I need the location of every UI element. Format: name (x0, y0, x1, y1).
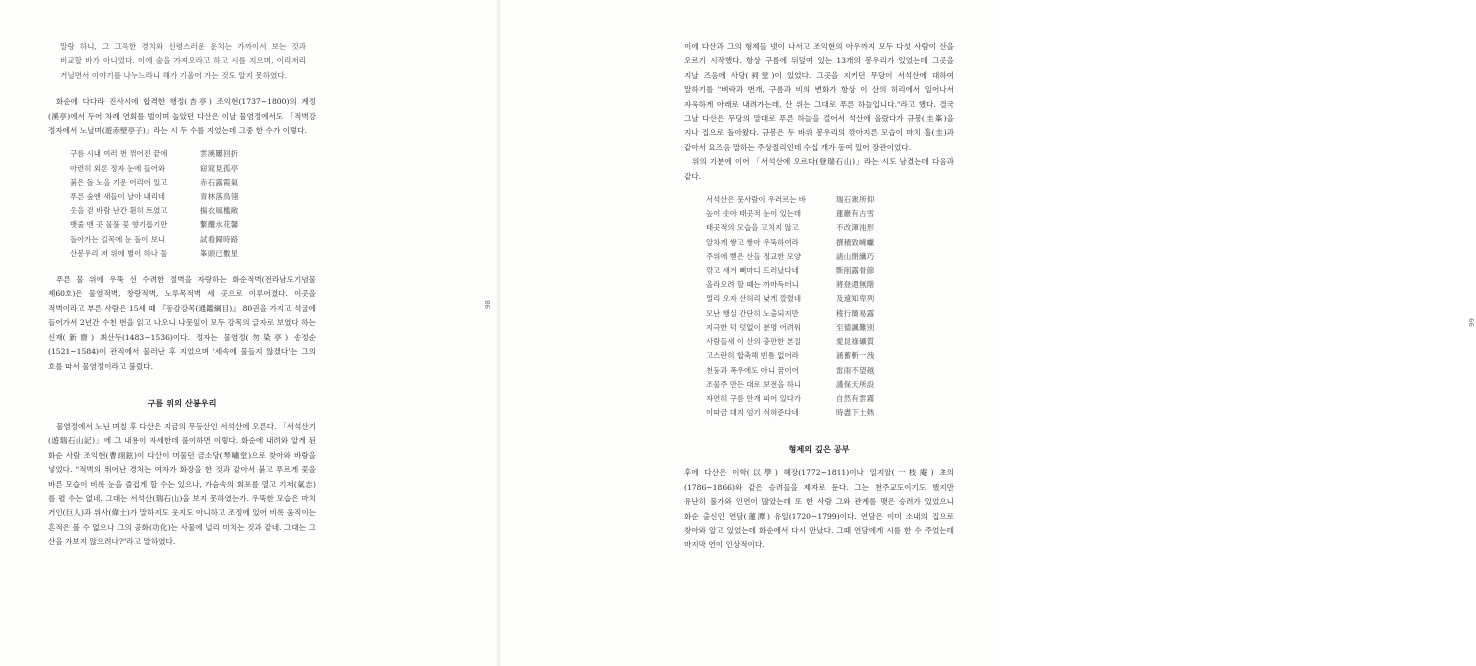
poem-line-hanja: 青林落鳥翎 (200, 192, 239, 202)
poem-line (70, 204, 316, 218)
poem-line-hanja: 赤石露霞氣 (200, 177, 239, 187)
poem-line-hanja: 雷雨不望越 (836, 365, 875, 375)
poem-line-hanja: 諸山閉纖巧 (836, 251, 875, 261)
poem-line (70, 247, 316, 261)
poem-line (706, 221, 954, 235)
poem-line-hanja: 不改渾沌形 (836, 223, 875, 233)
paragraph: 물염정에서 노닌 며칠 후 다산은 지금의 무등산인 서석산에 오른다. 「서석산기(遊瑞石山記)」에 그 내용이 자세한데 풀이하면 이렇다. 화순에 내려와 알게 된 화순 사람 조익현(曹翊鉉)이 다산이 머물던 금소당(琴嘯堂)으로 찾아와 바람을 넣었다. "적벽의 뛰어난 경치는 여자가 화장을 한 것과 같아서 붉고 푸르게 꽃을 바른 모습이 비록 눈을 즐겁게 할 수는 있으나, 가슴속의 회포를 열고 기저(氣志)를 펼 수는 없네. 그대는 서석산(瑞石山)을 보지 못하였는가. 우뚝한 모습은 마치 거인(巨人)과 위사(偉士)가 말하지도 웃지도 아니하고 조정에 있어 비록 움직이는 흔적은 볼 수 없으나 그의 공화(功化)는 사물에 널리 미치는 것과 같네. 그대는 그 산을 가보지 않으려나?"라고 말하였다. (48, 421, 316, 547)
right-page (500, 0, 1476, 666)
poem-line (706, 278, 954, 292)
poem-line-korean: 돌아가는 길목에 눈 돌이 보니 (70, 234, 166, 244)
poem-line-korean: 멀리 오자 산허리 낮게 깔렸네 (706, 294, 802, 304)
poem-line (706, 349, 954, 363)
page-number: 99 (1468, 318, 1476, 327)
poem-line-korean: 고스란히 합축해 빈틈 없어라 (706, 351, 799, 361)
poem-line-korean: 높이 솟아 태곳적 눈이 있는데 (706, 209, 802, 219)
poem-line-hanja: 窈窕見孤亭 (200, 163, 239, 173)
poem-block (48, 147, 316, 261)
quote-passage: 말랑 하니, 그 그윽한 경치와 신령스러운 운치는 가까이서 보는 것과 비교할 바가 아니었다. 이에 술을 가져오라고 하고 시를 지으며, 이리저리 거닐면서 이야기를 나누느라니 해가 기울어 가는 것도 알지 못하였다. (60, 42, 306, 80)
poem-line (706, 236, 954, 250)
poem-line-korean: 이따금 대지 엄기 식혀준다네 (706, 408, 799, 418)
poem-line (706, 193, 954, 207)
poem-line (706, 264, 954, 278)
poem-line-korean: 붉은 돌 노을 기운 어리어 있고 (70, 177, 168, 187)
poem-block (684, 193, 954, 420)
poem-line-hanja: 及遠知卑列 (836, 294, 875, 304)
poem-line-korean: 올라오려 할 때는 까마득터니 (706, 280, 799, 290)
poem-line (706, 335, 954, 349)
poem-line-korean: 태곳적의 모습을 고치지 않고 (706, 223, 799, 233)
paragraph: 푸른 물 위에 우뚝 선 수려한 절벽을 자랑하는 화순적벽(전라남도기념물 제60호)은 물염적벽, 창랑적벽, 노루목적벽 세 곳으로 이루어졌다. 이곳을 적벽이라고 부른 사람은 15세 때 『동감강목(通鑑綱目)』 80권을 가지고 석굴에 들어가서 2년간 수천 번을 읽고 나오니 나뭇잎이 모두 강목의 글자로 보였다 하는 신재(新齋) 최산두(1483~1536)이다. 정자는 물염정(勿染亭) 송정순(1521~1584)이 관직에서 물러난 후 지었으며 '세속에 물들지 않겠다'는 그의 호를 따서 물염정이라고 불렀다. (48, 275, 316, 371)
poem-line-hanja: 瑞石衆所仰 (836, 195, 875, 205)
poem-line-korean: 푸른 숲엔 새들이 날아 내리네 (70, 192, 166, 202)
section-heading: 형제의 깊은 공부 (788, 444, 850, 455)
poem-line-korean: 알차게 쌓고 쌓아 우뚝하여라 (706, 237, 799, 247)
poem-line-hanja: 峯頭已數星 (200, 248, 239, 258)
poem-line-hanja: 時盡下土熱 (836, 408, 875, 418)
poem-line-hanja: 涵蓄斬一洩 (836, 351, 875, 361)
poem-line-hanja: 將登還無階 (836, 280, 875, 290)
left-text-column (48, 40, 316, 550)
poem-line (706, 250, 954, 264)
poem-line (706, 307, 954, 321)
right-text-column (684, 40, 954, 553)
poem-line-hanja: 至德諷難別 (836, 322, 875, 332)
poem-line (706, 207, 954, 221)
poem-line-hanja: 揚衣風檻敞 (200, 206, 239, 216)
poem-line (70, 162, 316, 176)
left-page (0, 0, 500, 666)
paragraph: 이에 다산과 그의 형제들 넷이 나서고 조익현의 아우까지 모두 다섯 사람이 산을 오르기 시작했다. 항상 구름에 뒤덮여 있는 13개의 봉우리가 있었는데 그곳을 지날 즈음에 사당(祠堂)이 있었다. 그곳을 지키던 무당이 서석산에 대하여 말하기를 "벼락과 번개, 구름과 비의 변화가 항상 이 산의 허리에서 일어나서 자욱하게 아래로 내려가는데, 산 위는 그대로 푸른 하늘입니다."라고 했다. 결국 그날 다산은 무당의 말대로 푸른 하늘을 걸어서 석산에 올랐다가 규봉(圭峯)을 지나 집으로 돌아왔다. 규봉은 두 바위 봉우리의 깎아지른 모습이 마치 홀(圭)과 같아서 요즈음 말하는 주상절리인데 수십 개가 동여 있어 장관이었다. (684, 42, 954, 152)
poem-line-korean: 산봉우리 저 위에 별이 하나 둘 (70, 248, 168, 258)
poem-line-korean: 구름 시내 여러 번 꺾어진 끝에 (70, 149, 168, 159)
poem-line-hanja: 試看歸時路 (200, 234, 239, 244)
poem-line (70, 218, 316, 232)
poem-line-hanja: 謹保天所設 (836, 379, 875, 389)
poem-line-hanja: 撰積致嶢巘 (836, 237, 875, 247)
poem-line-hanja: 繫纜水花馨 (200, 220, 239, 230)
poem-line-korean: 뱃줄 맨 곳 물풀 꽃 향기롭기만 (70, 220, 168, 230)
poem-line-korean: 깎고 새겨 뼈마디 드러났다네 (706, 266, 799, 276)
poem-line-korean: 아련히 외론 정자 눈에 들어와 (70, 163, 166, 173)
poem-line-hanja: 稜行簡易露 (836, 308, 875, 318)
poem-line-korean: 서석산은 뭇사람이 우러르는 바 (706, 195, 806, 205)
poem-line (706, 321, 954, 335)
poem-line (706, 378, 954, 392)
poem-line (706, 292, 954, 306)
poem-line-korean: 주위에 뻗은 산들 정교한 모양 (706, 251, 802, 261)
poem-line-hanja: 雲溪屢回折 (200, 149, 239, 159)
poem-line (706, 406, 954, 420)
poem-line (706, 392, 954, 406)
poem-line-hanja: 自然有雲霧 (836, 393, 875, 403)
poem-line (706, 364, 954, 378)
paragraph: 후에 다산은 이학(以學) 혜장(1772~1811)이나 일지암(一枝庵) 초의(1786~1866)와 같은 승려들을 제자로 둔다. 그는 천주교도이기도 했지만 유난히 불가와 인연이 많았는데 또 한 사람 그와 관계를 맺은 승려가 있었으니 화순 출신인 연담(蓮潭) 유일(1720~1799)이다. 연담은 이미 소내의 집으로 찾아와 알고 있었는데 화순에서 다시 만났다. 그때 연담에게 시를 한 수 주었는데 마지막 연이 인상적이다. (684, 468, 954, 550)
poem-line-korean: 사람들새 이 산의 충만한 본질 (706, 337, 802, 347)
poem-line-korean: 조물주 만든 대로 보전을 하니 (706, 379, 802, 389)
poem-line-korean: 천둥과 폭우에도 아니 꿈이어 (706, 365, 799, 375)
paragraph: 화순에 다다라 진사시에 합격한 행정(杏亭) 조익현(1737~1800)의 계정(溪亭)에서 두어 차례 연회를 벌이며 놀았던 다산은 이날 물염정에서도 「적벽강 정자에서 노닐며(遊赤壁亭子)」라는 시 두 수를 지었는데 그중 한 수가 이렇다. (48, 97, 316, 136)
poem-line (70, 190, 316, 204)
poem-line-hanja: 斲削露骨節 (836, 266, 875, 276)
poem-line-hanja: 蓮巖有古雪 (836, 209, 875, 219)
poem-line-korean: 옷을 걷 바람 난간 휜히 트였고 (70, 206, 168, 216)
page-number: 98 (484, 300, 492, 309)
poem-line-hanja: 愛昆祿礦質 (836, 337, 875, 347)
poem-line-korean: 자연히 구름 안개 피어 있다가 (706, 393, 802, 403)
paragraph: 위의 기분에 이어 「서석산에 오르다(登瑞石山)」라는 시도 남겼는데 다음과 같다. (684, 157, 954, 181)
section-heading: 구름 위의 산봉우리 (147, 397, 217, 408)
poem-line-korean: 모난 행실 간단히 노출되지만 (706, 308, 799, 318)
poem-line (70, 233, 316, 247)
poem-line-korean: 지극한 덕 덧없이 분명 어려워 (706, 322, 802, 332)
poem-line (70, 176, 316, 190)
poem-line (70, 147, 316, 161)
